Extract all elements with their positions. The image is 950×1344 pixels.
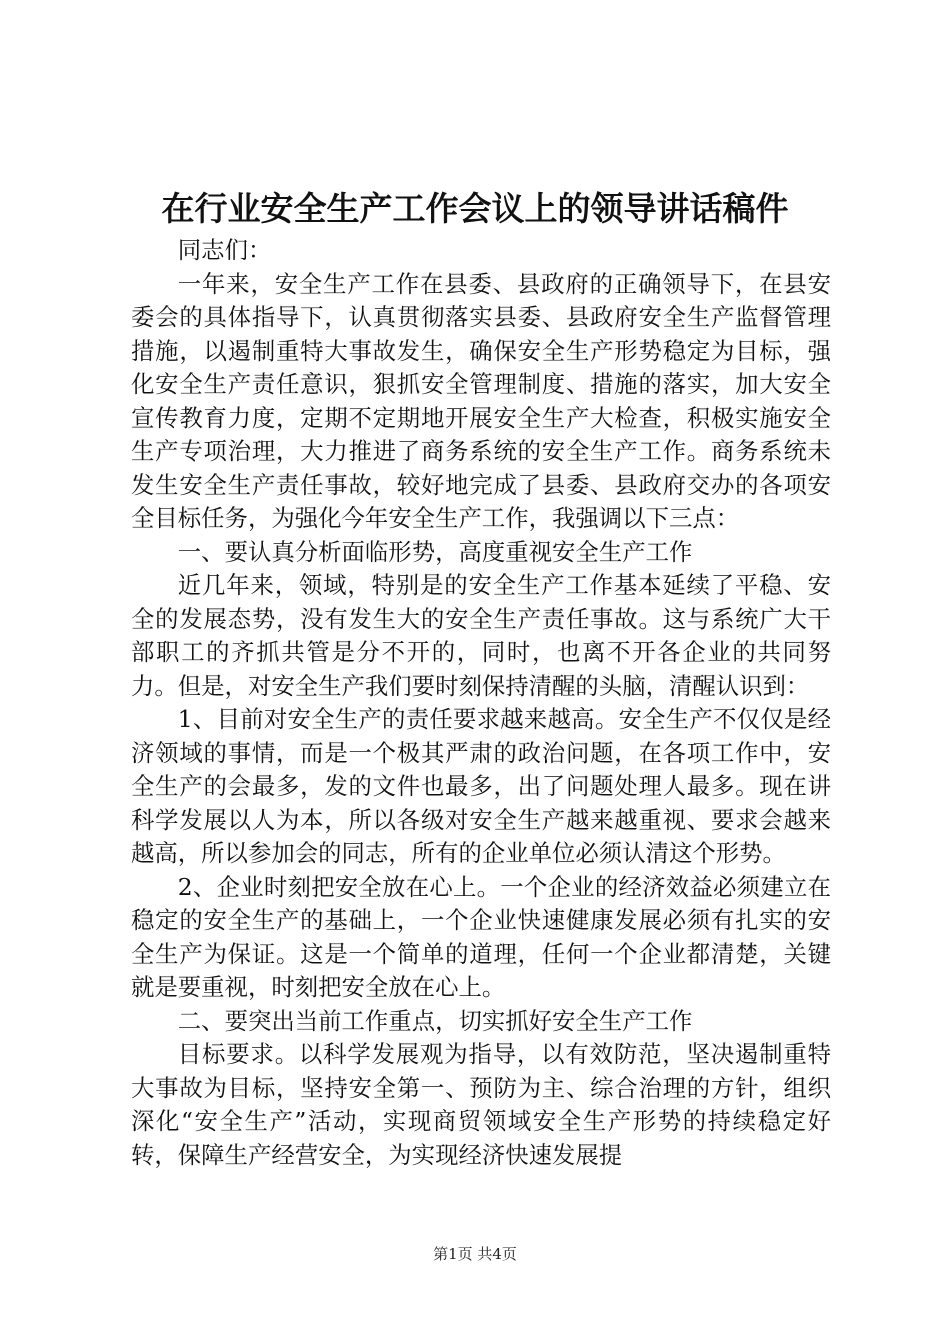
section-heading: 二、要突出当前工作重点，切实抓好安全生产工作	[177, 1006, 693, 1035]
document-body	[131, 234, 831, 1172]
body-paragraph: 2、企业时刻把安全放在心上。一个企业的经济效益必须建立在稳定的安全生产的基础上，一个企业快速健康发展必须有扎实的安全生产为保证。这是一个简单的道理，任何一个企业都清楚，关键就是要重视，时刻把安全放在心上。	[131, 872, 831, 1001]
body-paragraph: 目标要求。以科学发展观为指导，以有效防范，坚决遏制重特大事故为目标，坚持安全第一、预防为主、综合治理的方针，组织深化“安全生产”活动，实现商贸领域安全生产形势的持续稳定好转，保障生产经营安全，为实现经济快速发展提	[131, 1040, 831, 1169]
body-paragraph: 一年来，安全生产工作在县委、县政府的正确领导下，在县安委会的具体指导下，认真贯彻落实县委、县政府安全生产监督管理措施，以遏制重特大事故发生，确保安全生产形势稳定为目标，强化安全生产责任意识，狠抓安全管理制度、措施的落实，加大安全宣传教育力度，定期不定期地开展安全生产大检查，积极实施安全生产专项治理，大力推进了商务系统的安全生产工作。商务系统未发生安全生产责任事故，较好地完成了县委、县政府交办的各项安全目标任务，为强化今年安全生产工作，我强调以下三点：	[131, 269, 831, 532]
body-paragraph: 1、目前对安全生产的责任要求越来越高。安全生产不仅仅是经济领域的事情，而是一个极其严肃的政治问题，在各项工作中，安全生产的会最多，发的文件也最多，出了问题处理人最多。现在讲科学发展以人为本，所以各级对安全生产越来越重视、要求会越来越高，所以参加会的同志，所有的企业单位必须认清这个形势。	[131, 705, 831, 867]
document-title: 在行业安全生产工作会议上的领导讲话稿件	[161, 189, 789, 228]
salutation: 同志们：	[177, 236, 272, 264]
section-heading: 一、要认真分析面临形势，高度重视安全生产工作	[177, 537, 693, 566]
body-paragraph: 近几年来，领域，特别是的安全生产工作基本延续了平稳、安全的发展态势，没有发生大的安全生产责任事故。这与系统广大干部职工的齐抓共管是分不开的，同时，也离不开各企业的共同努力。但是，对安全生产我们要时刻保持清醒的头脑，清醒认识到：	[131, 571, 831, 700]
page-number-footer: 第1页 共4页	[433, 1245, 517, 1263]
